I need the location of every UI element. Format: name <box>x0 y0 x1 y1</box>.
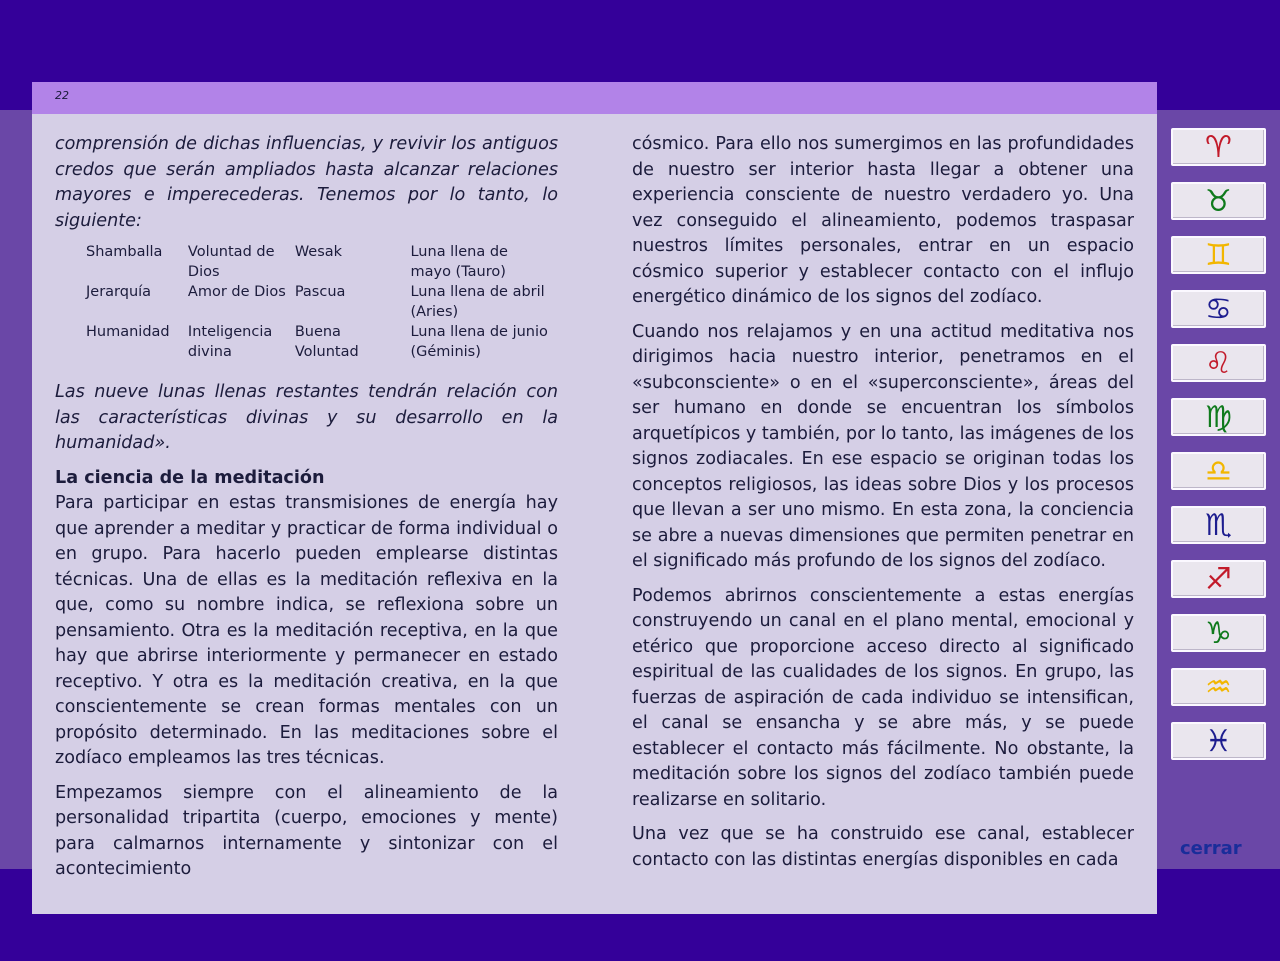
zodiac-button-taurus[interactable] <box>1171 182 1266 220</box>
sagittarius-icon: ♐ <box>1205 561 1232 597</box>
zodiac-button-capricorn[interactable] <box>1171 614 1266 652</box>
zodiac-nav <box>1171 128 1266 776</box>
book-page <box>32 82 1157 914</box>
table-cell: Luna llena de mayo (Tauro) <box>410 244 508 280</box>
body-paragraph: Cuando nos relajamos y en una actitud meditativa nos dirigimos hacia nuestro interior, penetramos en el «subconsciente» o en el «superconsciente», áreas del ser humano en donde se encuentran los símbolos arquetípicos y también, por lo tanto, las imágenes de los signos zodiacales. En ese espacio se originan todas los conceptos religiosos, las ideas sobre Dios y los procesos que llevan a ser uno mismo. En esta zona, la conciencia se abre a nuevas dimensiones que permiten penetrar en el significado más profundo de los signos del zodíaco. <box>632 321 1134 571</box>
zodiac-button-sagittarius[interactable] <box>1171 560 1266 598</box>
libra-icon: ♎ <box>1205 453 1232 489</box>
table-cell: Luna llena de abril (Aries) <box>410 284 545 320</box>
page-number: 22 <box>55 89 69 102</box>
zodiac-button-aquarius[interactable] <box>1171 668 1266 706</box>
page-header <box>32 82 1157 114</box>
table-row <box>86 283 558 323</box>
quote-paragraph: Las nueve lunas llenas restantes tendrán relación con las características divinas y su desarrollo en la humanidad». <box>55 382 558 453</box>
table-cell: Buena Voluntad <box>294 324 359 360</box>
zodiac-button-leo[interactable] <box>1171 344 1266 382</box>
zodiac-button-cancer[interactable] <box>1171 290 1266 328</box>
leo-icon: ♌ <box>1205 345 1232 381</box>
zodiac-button-gemini[interactable] <box>1171 236 1266 274</box>
taurus-icon: ♉ <box>1205 183 1232 219</box>
zodiac-button-aries[interactable] <box>1171 128 1266 166</box>
body-paragraph: Una vez que se ha construido ese canal, establecer contacto con las distintas energías disponibles en cada <box>632 824 1134 870</box>
left-column <box>55 132 558 892</box>
aries-icon: ♈ <box>1205 129 1232 165</box>
zodiac-button-virgo[interactable] <box>1171 398 1266 436</box>
body-paragraph: Para participar en estas transmisiones de energía hay que aprender a meditar y practicar de forma individual o en grupo. Para hacerlo pueden emplearse distintas técnicas. Una de ellas es la meditación reflexiva en la que, como su nombre indica, se reflexiona sobre un pensamiento. Otra es la meditación receptiva, en la que hay que abrirse interiormente y permanecer en estado receptivo. Y otra es la meditación creativa, en la que conscientemente se crean formas mentales con un propósito determinado. En las meditaciones sobre el zodíaco empleamos las tres técnicas. <box>55 493 558 768</box>
section-heading: La ciencia de la meditación <box>55 467 325 488</box>
pisces-icon: ♓ <box>1205 723 1232 759</box>
table-cell: Wesak <box>294 244 343 260</box>
scorpio-icon: ♏ <box>1205 507 1232 543</box>
table-row <box>86 243 558 283</box>
right-column <box>632 132 1134 882</box>
table-cell: Shamballa <box>86 244 163 260</box>
table-cell: Inteligencia divina <box>187 324 273 360</box>
body-paragraph: Empezamos siempre con el alineamiento de la personalidad tripartita (cuerpo, emociones y mente) para calmarnos internamente y sintonizar con el acontecimiento <box>55 782 558 879</box>
zodiac-button-scorpio[interactable] <box>1171 506 1266 544</box>
table-cell: Luna llena de junio (Géminis) <box>410 324 548 360</box>
virgo-icon: ♍ <box>1205 399 1232 435</box>
table-cell: Amor de Dios <box>187 284 286 300</box>
capricorn-icon: ♑ <box>1205 615 1232 651</box>
aquarius-icon: ♒ <box>1205 669 1232 705</box>
correspondence-table <box>86 243 558 363</box>
zodiac-button-pisces[interactable] <box>1171 722 1266 760</box>
table-cell: Voluntad de Dios <box>187 244 275 280</box>
table-cell: Pascua <box>294 284 346 300</box>
cancer-icon: ♋ <box>1205 291 1232 327</box>
table-cell: Jerarquía <box>86 284 152 300</box>
close-link[interactable]: cerrar <box>1180 838 1242 859</box>
zodiac-button-libra[interactable] <box>1171 452 1266 490</box>
body-paragraph: cósmico. Para ello nos sumergimos en las profundidades de nuestro ser interior hasta llegar a obtener una experiencia consciente de nuestro verdadero yo. Una vez conseguido el alineamiento, podemos traspasar nuestros límites personales, entrar en un espacio cósmico superior y establecer contacto con el influjo energético dinámico de los signos del zodíaco. <box>632 134 1134 307</box>
gemini-icon: ♊ <box>1205 237 1232 273</box>
quote-paragraph: comprensión de dichas influencias, y revivir los antiguos credos que serán ampliados hasta alcanzar relaciones mayores e imperecederas. Tenemos por lo tanto, lo siguiente: <box>55 134 558 231</box>
table-cell: Humanidad <box>86 324 170 340</box>
body-paragraph: Podemos abrirnos conscientemente a estas energías construyendo un canal en el plano mental, emocional y etérico que proporcione acceso directo al significado espiritual de las cualidades de los signos. En grupo, las fuerzas de aspiración de cada individuo se intensifican, el canal se ensancha y se abre más, y se puede establecer el contacto más fácilmente. No obstante, la meditación sobre los signos del zodíaco también puede realizarse en solitario. <box>632 585 1134 810</box>
table-row <box>86 323 558 363</box>
